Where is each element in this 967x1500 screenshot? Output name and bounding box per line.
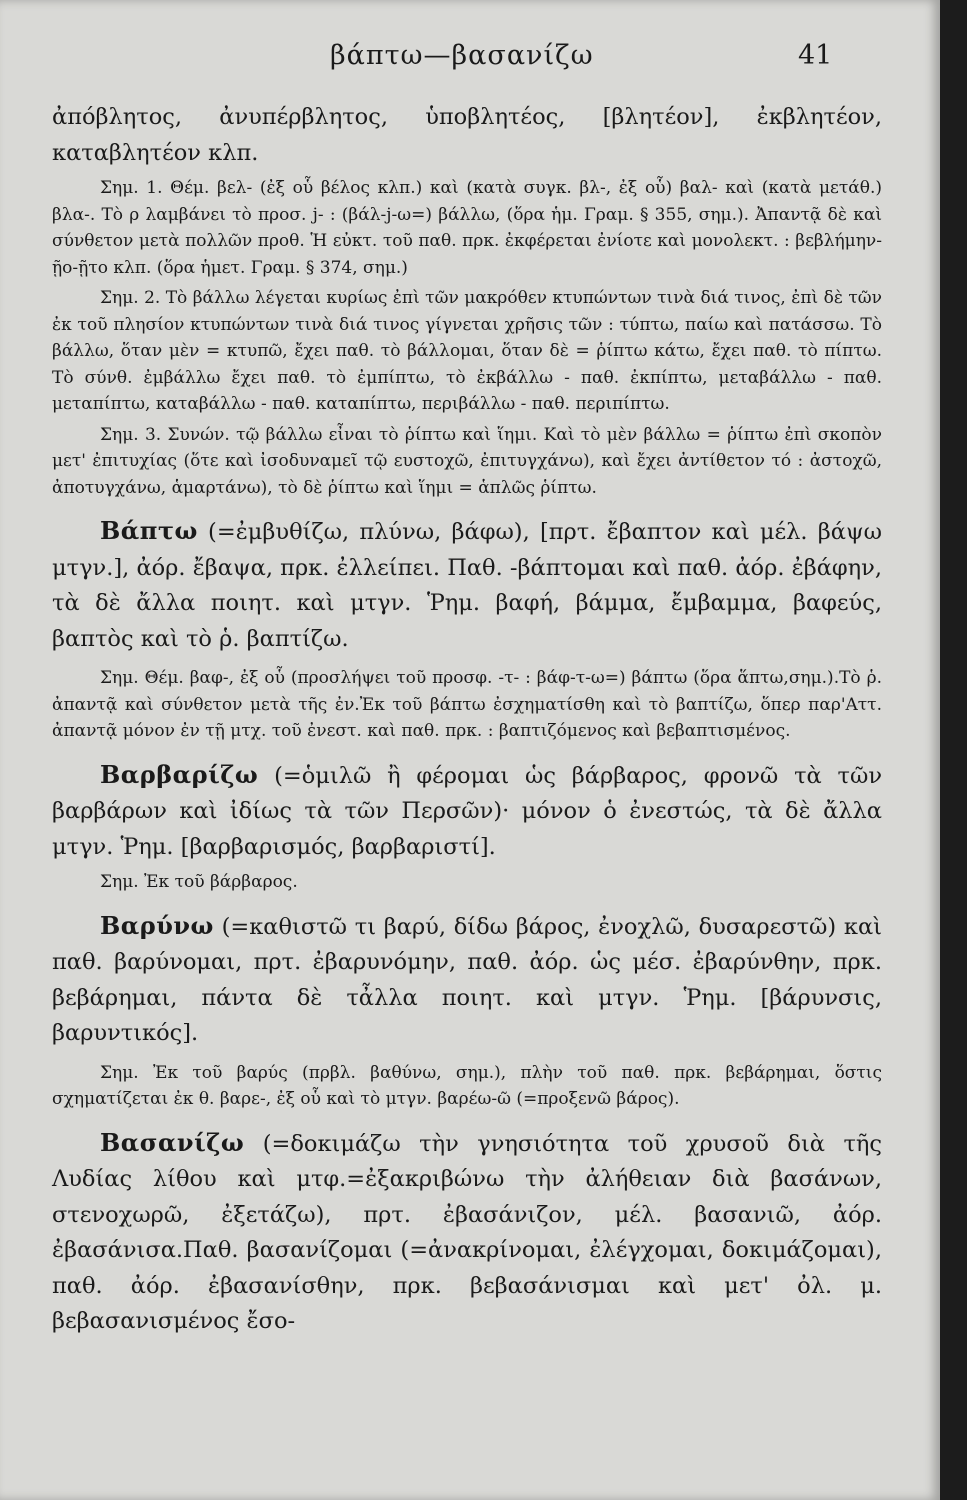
entry-headword: Βαρύνω: [100, 910, 214, 940]
dictionary-entry: [52, 757, 882, 866]
note-paragraph: Σημ. 3. Συνών. τῷ βάλλω εἶναι τὸ ῥίπτω καὶ ἵημι. Καὶ τὸ μὲν βάλλω = ῥίπτω ἐπὶ σκοπὸν μετ' ἐπιτυχίας (ὅτε καὶ ἰσοδυναμεῖ τῷ ευστοχῶ, ἐπιτυγχάνω), καὶ ἔχει ἀντίθετον τό : ἀστοχῶ, ἀποτυγχάνω, ἁμαρτάνω), τὸ δὲ ῥίπτω καὶ ἵημι = ἁπλῶς ῥίπτω.: [52, 424, 882, 498]
page-number: 41: [798, 40, 833, 71]
note-paragraph: Σημ. Ἐκ τοῦ βάρβαρος.: [100, 872, 298, 892]
page-body: [52, 100, 882, 1340]
running-title: βάπτω—βασανίζω: [330, 40, 594, 71]
note-paragraph: Σημ. 2. Τὸ βάλλω λέγεται κυρίως ἐπὶ τῶν μακρόθεν κτυπώντων τινὰ διά τινος, ἐπὶ δὲ τῶν ἐκ τοῦ πλησίον κτυπώντων τινὰ διά τινος γίγνεται χρῆσις τῶν : τύπτω, παίω καὶ πατάσσω. Τὸ βάλλω, ὅταν μὲν = κτυπῶ, ἔχει παθ. τὸ βάλλομαι, ὅταν δὲ = ῥίπτω κάτω, ἔχει παθ. τὸ πίπτω. Τὸ σύνθ. ἐμβάλλω ἔχει παθ. τὸ ἐμπίπτω, τὸ ἐκβάλλω - παθ. ἐκπίπτω, μεταβάλλω - παθ. μεταπίπτω, καταβάλλω - παθ. καταπίπτω, περιβάλλω - παθ. περιπίπτω.: [52, 288, 882, 414]
page-header: [0, 40, 940, 80]
note-paragraph: Σημ. Θέμ. βαφ-, ἐξ οὗ (προσλήψει τοῦ προσφ. -τ- : βάφ-τ-ω=) βάπτω (ὅρα ἅπτω,σημ.).Τὸ ῥ. ἀπαντᾷ καὶ σύνθετον μετὰ τῆς ἐν.Ἐκ τοῦ βάπτω ἐσχηματίσθη καὶ τὸ βαπτίζω, ὅπερ παρ'Αττ. ἀπαντᾷ μόνον ἐν τῇ μτχ. τοῦ ἐνεστ. καὶ παθ. πρκ. : βαπτιζόμενος καὶ βεβαπτισμένος.: [52, 668, 882, 741]
note-paragraph: Σημ. Ἐκ τοῦ βαρύς (πρβλ. βαθύνω, σημ.), πλὴν τοῦ παθ. πρκ. βεβάρημαι, ὅστις σχηματίζεται ἐκ θ. βαρε-, ἐξ οὗ καὶ τὸ μτγν. βαρέω-ῶ (=προξενῶ βάρος).: [52, 1062, 882, 1109]
note-paragraph: Σημ. 1. Θέμ. βελ- (ἐξ οὗ βέλος κλπ.) καὶ (κατὰ συγκ. βλ-, ἐξ οὗ) βαλ- καὶ (κατὰ μετάθ.) βλα-. Τὸ ρ λαμβάνει τὸ προσ. j- : (βάλ-j-ω=) βάλλω, (ὅρα ἡμ. Γραμ. § 355, σημ.). Ἀπαντᾷ δὲ καὶ σύνθετον μετὰ πολλῶν προθ. Ἡ εὐκτ. τοῦ παθ. πρκ. ἐκφέρεται ἐνίοτε καὶ μονολεκτ. : βεβλήμην-ῇο-ῇτο κλπ. (ὅρα ἡμετ. Γραμ. § 374, σημ.): [52, 178, 882, 278]
dictionary-entry: [52, 908, 882, 1052]
continuation-paragraph: ἀπόβλητος, ἀνυπέρβλητος, ὑποβλητέος, [βλητέον], ἐκβλητέον, καταβλητέον κλπ.: [52, 104, 882, 166]
entry-headword: Βαρβαρίζω: [100, 759, 259, 789]
entry-headword: Βασανίζω: [100, 1127, 245, 1157]
entry-headword: Βάπτω: [100, 516, 198, 545]
entry-text: (=ἐμβυθίζω, πλύνω, βάφω), [πρτ. ἔβαπτον καὶ μέλ. βάψω μτγν.], ἀόρ. ἔβαψα, πρκ. ἐλλείπει. Παθ. -βάπτομαι καὶ παθ. ἀόρ. ἐβάφην, τὰ δὲ ἄλλα ποιητ. καὶ μτγν. Ῥημ. βαφή, βάμμα, ἔμβαμμα, βαφεύς, βαπτὸς καὶ τὸ ῥ. βαπτίζω.: [52, 519, 882, 652]
entry-text: (=ὁμιλῶ ἢ φέρομαι ὡς βάρβαρος, φρονῶ τὰ τῶν βαρβάρων καὶ ἰδίως τὰ τῶν Περσῶν)· μόνον ὁ ἐνεστώς, τὰ δὲ ἄλλα μτγν. Ῥημ. [βαρβαρισμός, βαρβαριστί].: [52, 762, 882, 860]
dictionary-entry: [52, 1125, 882, 1340]
entry-text: (=δοκιμάζω τὴν γνησιότητα τοῦ χρυσοῦ διὰ τῆς Λυδίας λίθου καὶ μτφ.=ἐξακριβώνω τὴν ἀλήθειαν διὰ βασάνων, στενοχωρῶ, ἐξετάζω), πρτ. ἐβασάνιζον, μέλ. βασανιῶ, ἀόρ. ἐβασάνισα.Παθ. βασανίζομαι (=ἀνακρίνομαι, ἐλέγχομαι, δοκιμάζομαι), παθ. ἀόρ. ἐβασανίσθην, πρκ. βεβασάνισμαι καὶ μετ' ὀλ. μ. βεβασανισμένος ἔσο-: [52, 1130, 882, 1334]
dictionary-entry: [52, 513, 882, 657]
entry-text: (=καθιστῶ τι βαρύ, δίδω βάρος, ἐνοχλῶ, δυσαρεστῶ) καὶ παθ. βαρύνομαι, πρτ. ἐβαρυνόμην, παθ. ἀόρ. ὡς μέσ. ἐβαρύνθην, πρκ. βεβάρημαι, πάντα δὲ τἆλλα ποιητ. καὶ μτγν. Ῥημ. [βάρυνσις, βαρυντικός].: [52, 913, 882, 1046]
